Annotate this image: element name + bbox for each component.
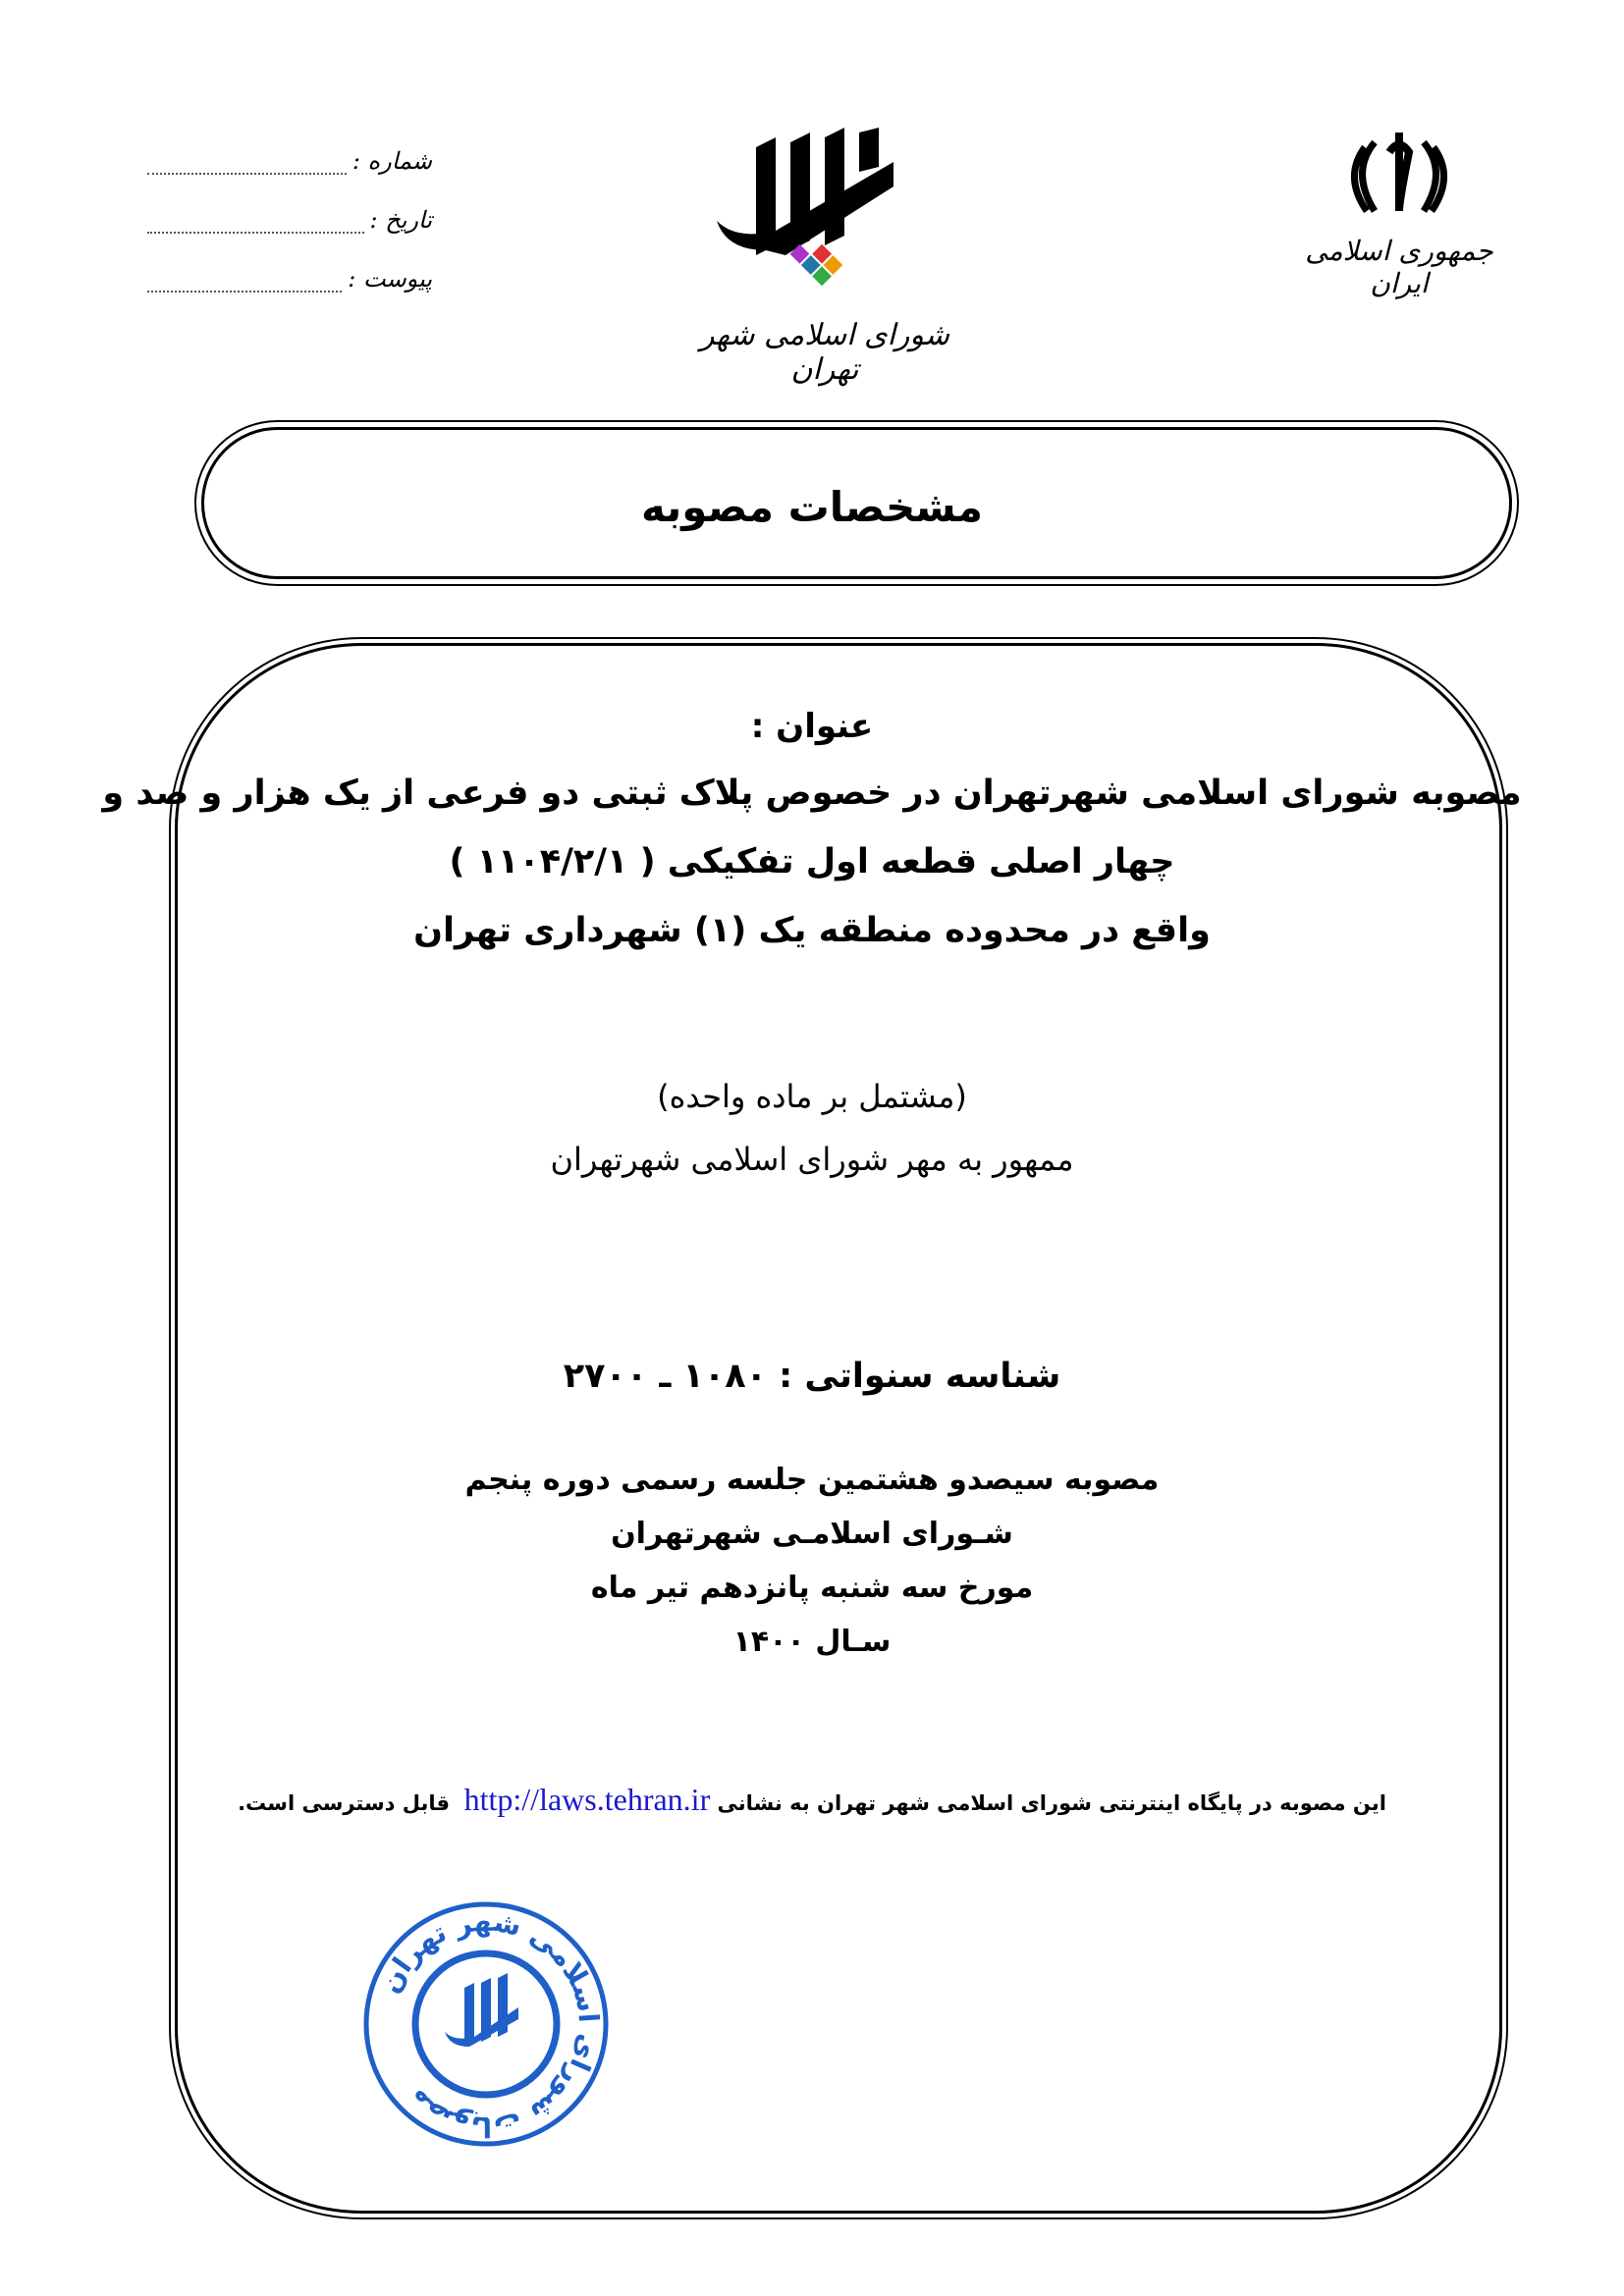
- iran-emblem: [1296, 123, 1502, 309]
- note-articles: (مشتمل بر ماده واحده): [657, 1078, 967, 1115]
- attachment-dots: [147, 279, 342, 293]
- title-label: عنوان :: [750, 707, 874, 746]
- council-logo: [697, 128, 952, 387]
- annual-id: شناسه سنواتی : ۱۰۸۰ ـ ۲۷۰۰: [563, 1357, 1061, 1396]
- footer-text-before: این مصوبه در پایگاه اینترنتی شورای اسلامی شهر تهران به نشانی: [717, 1791, 1386, 1815]
- date-field: [147, 206, 432, 234]
- laws-link[interactable]: http://laws.tehran.ir: [463, 1782, 711, 1817]
- session-line-1: مصوبه سیصدو هشتمین جلسه رسمی دوره پنجم: [464, 1463, 1160, 1497]
- emblem-text: جمهوری اسلامی ایران: [1305, 235, 1493, 299]
- attachment-field: [147, 265, 432, 293]
- stamp-icon: [361, 1899, 612, 2150]
- attachment-label: پیوست :: [348, 265, 432, 293]
- footer-text-after: قابل دسترسی است.: [238, 1791, 450, 1815]
- note-stamp: ممهور به مهر شورای اسلامی شهرتهران: [550, 1141, 1074, 1178]
- council-logo-text: شورای اسلامی شهر تهران: [700, 318, 949, 387]
- iran-emblem-icon: [1345, 123, 1453, 231]
- number-dots: [147, 161, 347, 175]
- session-line-2: شـورای اسلامـی شهرتهران: [611, 1517, 1013, 1551]
- session-line-3: مورخ سه شنبه پانزدهم تیر ماه: [590, 1571, 1034, 1605]
- title-line-3: واقع در محدوده منطقه یک (۱) شهرداری تهران: [413, 911, 1211, 950]
- footer-note: [0, 1782, 1624, 1818]
- number-label: شماره :: [352, 147, 432, 175]
- date-label: تاریخ :: [369, 206, 432, 234]
- number-field: [147, 147, 432, 175]
- council-stamp: [361, 1899, 612, 2150]
- council-logo-icon: [697, 128, 952, 314]
- svg-text:مصوبات شورای اسلامی شهر تهران: مصوبات شورای اسلامی شهر تهران: [373, 1904, 606, 2144]
- title-line-1: مصوبه شورای اسلامی شهرتهران در خصوص پلاک ثبتی دو فرعی از یک هزار و صد و: [102, 774, 1522, 813]
- title-line-2: چهار اصلی قطعه اول تفکیکی ( ۱۱۰۴/۲/۱ ): [449, 842, 1175, 881]
- date-dots: [147, 220, 364, 234]
- page-title: مشخصات مصوبه: [641, 483, 983, 531]
- session-line-4: سـال ۱۴۰۰: [732, 1625, 892, 1659]
